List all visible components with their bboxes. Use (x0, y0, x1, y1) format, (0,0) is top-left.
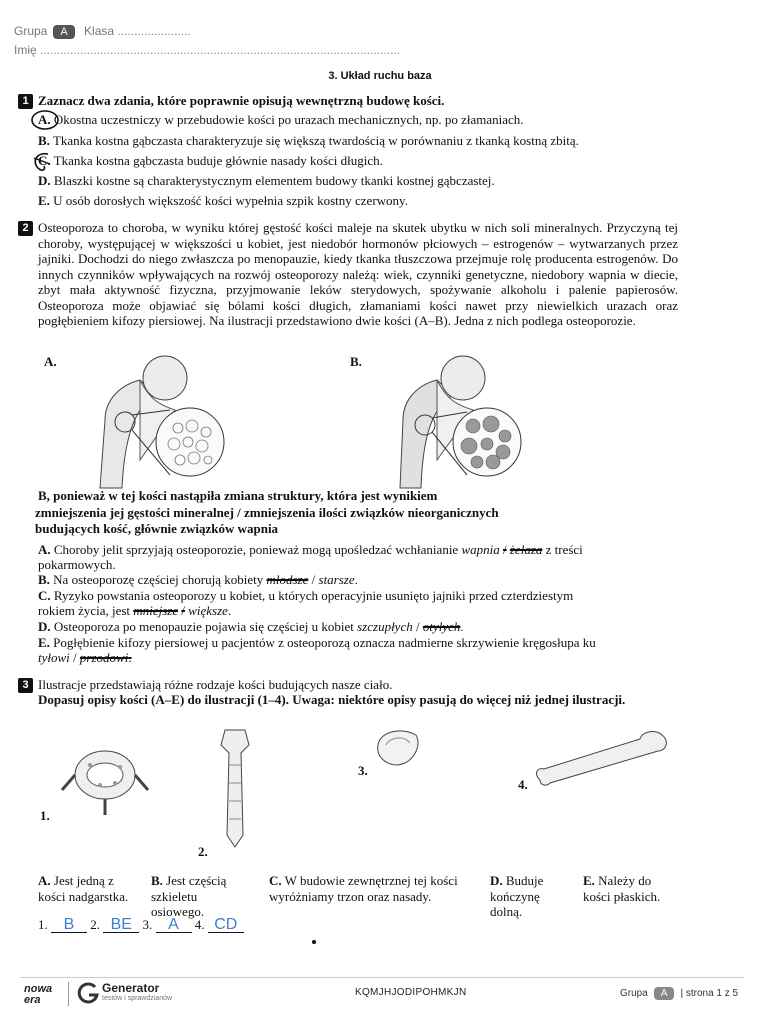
nowa-era-logo: nowa era (24, 983, 53, 1006)
carpal-bone-illustration (370, 725, 425, 770)
group-badge: A (53, 25, 74, 39)
illustration-label-4: 4. (518, 777, 528, 792)
q3-intro: Ilustracje przedstawiają różne rodzaje kości budujących nasze ciało. (38, 677, 393, 692)
answer-field-2[interactable]: BE (103, 918, 139, 933)
q1-option-c[interactable]: C. Tkanka kostna gąbczasta buduje głównie nasady kości długich. (38, 153, 383, 168)
class-dots: ...................... (117, 24, 191, 38)
dot-mark (312, 940, 316, 944)
sternum-illustration (215, 725, 255, 850)
figure-b-label: B. (350, 354, 362, 369)
q2-statement-c: C. Ryzyko powstania osteoporozy u kobiet, u których operacyjnie usunięto jajniki przed czterdziestym (38, 588, 574, 603)
q3-description-d: D. Buduje kończynę dolną. (490, 873, 544, 919)
option-mniejsze[interactable]: mniejsze (133, 603, 179, 618)
option-przodowi[interactable]: przodowi (79, 650, 129, 665)
femur-illustration (530, 725, 675, 790)
q2-answer-line-3: budujących kość, głównie związków wapnia (35, 521, 279, 536)
question-number-1: 1 (18, 94, 33, 109)
answer-circle-marks (28, 106, 64, 176)
bone-a-illustration (80, 350, 230, 490)
document-code: KQMJHJODIPOHMKJN (355, 987, 467, 998)
generator-title: Generator (102, 981, 160, 995)
option-mlodsze[interactable]: młodsze (266, 572, 309, 587)
question-number-3: 3 (18, 678, 33, 693)
group-label: Grupa (14, 24, 48, 38)
name-label: Imię (14, 43, 37, 57)
q2-statement-a: A. Choroby jelit sprzyjają osteoporozie, ponieważ mogą upośledzać wchłanianie wapnia / żelaza z treści (38, 542, 583, 557)
q3-answers: 1. B 2. BE 3. A 4. CD (38, 917, 244, 933)
q2-statement-a-line2: pokarmowych. (38, 557, 116, 572)
answer-field-1[interactable]: B (51, 918, 87, 933)
q2-statement-b: B. Na osteoporozę częściej chorują kobiety młodsze / starsze. (38, 572, 358, 587)
answer-field-3[interactable]: A (156, 918, 192, 933)
q1-option-a[interactable]: A. Okostna uczestniczy w przebudowie kości po urazach mechanicznych, np. po złamaniach. (38, 112, 524, 127)
q3-description-e: E. Należy do kości płaskich. (583, 873, 661, 904)
illustration-label-1: 1. (40, 808, 50, 823)
page-title: 3. Układ ruchu baza (328, 70, 432, 82)
option-zelaza[interactable]: żelaza (509, 542, 543, 557)
illustration-label-2: 2. (198, 844, 208, 859)
q2-statement-d: D. Osteoporoza po menopauzie pojawia się częściej u kobiet szczupłych / otyłych. (38, 619, 464, 634)
q3-description-c: C. W budowie zewnętrznej tej kości wyróżniamy trzon oraz nasady. (269, 873, 458, 904)
generator-subtitle: testów i sprawdzianów (102, 995, 173, 1002)
footer-page-info: Grupa A | strona 1 z 5 (620, 988, 739, 999)
q2-statement-e: E. Pogłębienie kifozy piersiowej u pacjentów z osteoporozą oznacza nadmierne skrzywienie kręgosłupa ku (38, 635, 596, 650)
q1-prompt: Zaznacz dwa zdania, które poprawnie opisują wewnętrzną budowę kości. (38, 93, 445, 108)
q2-statement-c-line2: rokiem życia, jest mniejsze / większe. (38, 603, 232, 618)
question-number-2: 2 (18, 221, 33, 236)
q2-text: Osteoporoza to choroba, w wyniku której gęstość kości maleje na skutek ubytku w nich soli mineralnych. Przyczyną tej choroby, występującej w większości u kobiet, jest niedobór hormonów płciowych – estrogenów – wytwarzanych przez jajniki. Dochodzi do niego zwłaszcza po menopauzie, kiedy tkanka tłuszczowa przejmuje rolę producenta estrogenów. Do innych czynników wpływających na rozwój osteoporozy należą: wiek, czynniki genetyczne, niedobory wapnia w diecie, zbyt mała aktywność fizyczna, przyjmowanie leków sterydowych, spożywanie alkoholu i palenie papierosów. Osteoporoza może objawiać się bólami kości długich, złamaniami kości nawet przy niewielkich urazach oraz pogłębieniem kifozy piersiowej. Na ilustracji przedstawiono dwie kości (A–B). Jedna z nich podlega osteoporozie. (38, 220, 678, 328)
illustration-label-3: 3. (358, 763, 368, 778)
class-label: Klasa (84, 24, 115, 38)
option-tylowi[interactable]: tyłowi (38, 650, 70, 665)
name-dots: ............................................................................................................ (40, 43, 401, 57)
option-wapnia[interactable]: wapnia (461, 542, 500, 557)
option-szczuplych[interactable]: szczupłych (357, 619, 413, 634)
q2-answer-line-2: zmniejszenia jej gęstości mineralnej / zmniejszenia ilości związków nieorganicznych (35, 505, 499, 520)
generator-logo-icon (76, 981, 100, 1005)
q2-statement-e-line2: tyłowi / przodowi. (38, 650, 132, 665)
group-class-line (14, 24, 191, 39)
q2-answer-line-1: B, ponieważ w tej kości nastąpiła zmiana struktury, która jest wynikiem (38, 488, 438, 503)
option-otylych[interactable]: otyłych (422, 619, 461, 634)
q3-description-a: A. Jest jedną z kości nadgarstka. (38, 873, 129, 904)
name-line (14, 43, 400, 57)
footer-divider (20, 977, 744, 978)
vertebra-illustration (60, 735, 150, 820)
answer-field-4[interactable]: CD (208, 918, 244, 933)
option-starsze[interactable]: starsze (318, 572, 355, 587)
figure-a-label: A. (44, 354, 57, 369)
option-wieksze[interactable]: większe (188, 603, 228, 618)
logo-separator (68, 982, 69, 1006)
q3-description-b: B. Jest częścią szkieletu osiowego. (151, 873, 227, 919)
q3-prompt: Dopasuj opisy kości (A–E) do ilustracji (1–4). Uwaga: niektóre opisy pasują do więcej niż jednej ilustracji. (38, 692, 626, 707)
bone-b-illustration (375, 350, 525, 490)
q1-option-e[interactable]: E. U osób dorosłych większość kości wypełnia szpik kostny czerwony. (38, 193, 408, 208)
q1-option-d[interactable]: D. Blaszki kostne są charakterystycznym elementem budowy tkanki kostnej gąbczastej. (38, 173, 495, 188)
q1-option-b[interactable]: B. Tkanka kostna gąbczasta charakteryzuje się większą twardością w porównaniu z tkanką kostną zbitą. (38, 133, 579, 148)
